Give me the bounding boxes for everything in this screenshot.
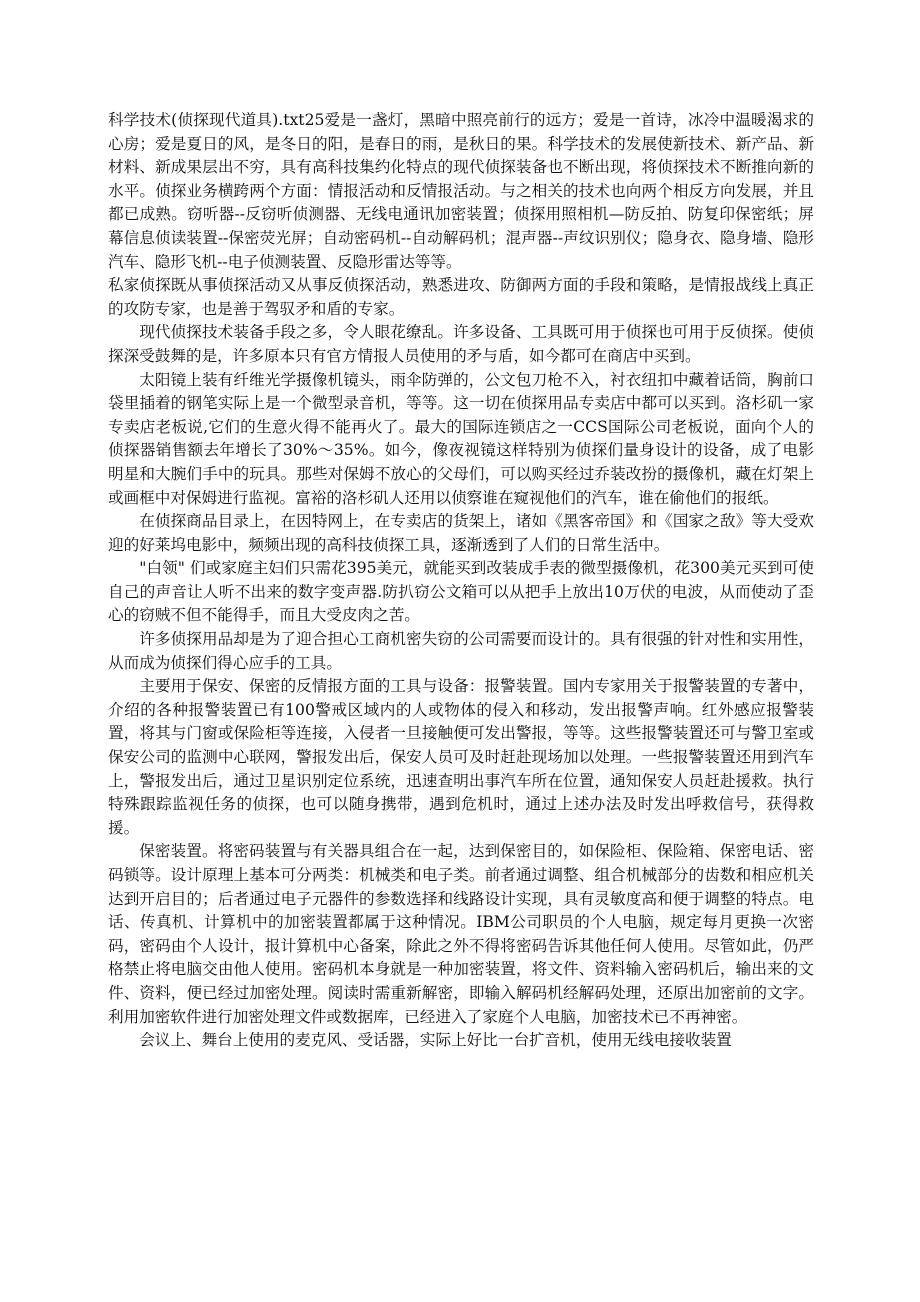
paragraph: "白领" 们或家庭主妇们只需花395美元，就能买到改装成手表的微型摄像机，花300美元买到可使自己的声音让人听不出来的数字变声器.防扒窃公文箱可以从把手上放出10万伏的电波，从而使动了歪心的窃贼不但不能得手，而且大受皮肉之苦。 <box>108 559 814 625</box>
paragraph: 现代侦探技术装备手段之多，令人眼花缭乱。许多设备、工具既可用于侦探也可用于反侦探。使侦探深受鼓舞的是，许多原本只有官方情报人员使用的矛与盾，如今都可在商店中买到。 <box>108 323 814 365</box>
paragraph: 许多侦探用品却是为了迎合担心工商机密失窃的公司需要而设计的。具有很强的针对性和实用性，从而成为侦探们得心应手的工具。 <box>108 630 814 672</box>
paragraph: 在侦探商品目录上，在因特网上，在专卖店的货架上，诸如《黑客帝国》和《国家之敌》等大受欢迎的好莱坞电影中，频频出现的高科技侦探工具，逐渐透到了人们的日常生活中。 <box>108 512 814 554</box>
paragraph: 会议上、舞台上使用的麦克风、受话器，实际上好比一台扩音机，使用无线电接收装置 <box>139 1031 732 1050</box>
paragraph: 私家侦探既从事侦探活动又从事反侦探活动，熟悉进攻、防御两方面的手段和策略，是情报战线上真正的攻防专家，也是善于驾驭矛和盾的专家。 <box>108 276 814 318</box>
paragraph: 保密装置。将密码装置与有关器具组合在一起，达到保密目的，如保险柜、保险箱、保密电话、密码锁等。设计原理上基本可分两类：机械类和电子类。前者通过调整、组合机械部分的齿数和相应机关达到开启目的；后者通过电子元器件的参数选择和线路设计实现，具有灵敏度高和便于调整的特点。电话、传真机、计算机中的加密装置都属于这种情况。IBM公司职员的个人电脑，规定每月更换一次密码，密码由个人设计，报计算机中心备案，除此之外不得将密码告诉其他任何人使用。尽管如此，仍严格禁止将电脑交由他人使用。密码机本身就是一种加密装置，将文件、资料输入密码机后，输出来的文件、资料，便已经过加密处理。阅读时需重新解密，即输入解码机经解码处理，还原出加密前的文字。利用加密软件进行加密处理文件或数据库，已经进入了家庭个人电脑，加密技术已不再神密。 <box>108 842 814 1026</box>
paragraph: 主要用于保安、保密的反情报方面的工具与设备：报警装置。国内专家用关于报警装置的专著中，介绍的各种报警装置已有100警戒区域内的人或物体的侵入和移动，发出报警声响。红外感应报警装置，将其与门窗或保险柜等连接，入侵者一旦接触便可发出警报，等等。这些报警装置还可与警卫室或保安公司的监测中心联网，警报发出后，保安人员可及时赶赴现场加以处理。一些报警装置还用到汽车上，警报发出后，通过卫星识别定位系统，迅速查明出事汽车所在位置，通知保安人员赶赴援救。执行特殊跟踪监视任务的侦探，也可以随身携带，遇到危机时，通过上述办法及时发出呼救信号，获得救援。 <box>108 677 814 837</box>
paragraph: 科学技术(侦探现代道具).txt25爱是一盏灯，黑暗中照亮前行的远方；爱是一首诗，冰冷中温暖渴求的心房；爱是夏日的风，是冬日的阳，是春日的雨，是秋日的果。科学技术的发展使新技术、新产品、新材料、新成果层出不穷，具有高科技集约化特点的现代侦探装备也不断出现，将侦探技术不断推向新的水平。侦探业务横跨两个方面：情报活动和反情报活动。与之相关的技术也向两个相反方向发展，并且都已成熟。窃听器--反窃听侦测器、无线电通讯加密装置；侦探用照相机—防反拍、防复印保密纸；屏幕信息侦读装置--保密荧光屏；自动密码机--自动解码机；混声器--声纹识别仪；隐身衣、隐身墙、隐形汽车、隐形飞机--电子侦测装置、反隐形雷达等等。 <box>108 111 814 271</box>
paragraph: 太阳镜上装有纤维光学摄像机镜头，雨伞防弹的，公文包刀枪不入，衬衣纽扣中藏着话筒，胸前口袋里插着的钢笔实际上是一个微型录音机，等等。这一切在侦探用品专卖店中都可以买到。洛杉矶一家专卖店老板说,它们的生意火得不能再火了。最大的国际连锁店之一CCS国际公司老板说，面向个人的侦探器销售额去年增长了30%～35%。如今，像夜视镜这样特别为侦探们量身设计的设备，成了电影明星和大腕们手中的玩具。那些对保姆不放心的父母们，可以购买经过乔装改扮的摄像机，藏在灯架上或画框中对保姆进行监视。富裕的洛杉矶人还用以侦察谁在窥视他们的汽车，谁在偷他们的报纸。 <box>108 370 814 507</box>
document-body <box>108 109 814 1053</box>
